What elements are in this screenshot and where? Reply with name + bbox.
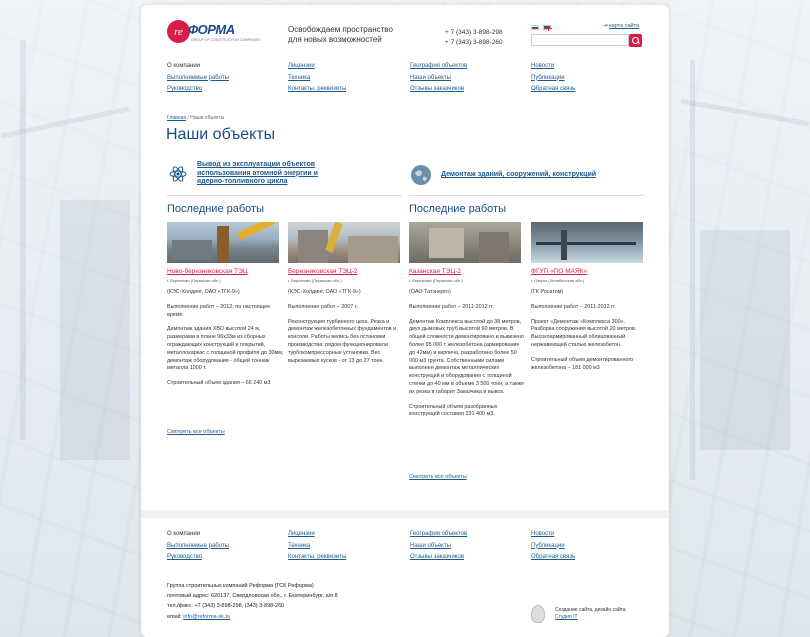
menu-item-contacts[interactable]: Контакты, реквизиты — [288, 86, 347, 92]
menu-item-geography[interactable]: География объектов — [410, 63, 468, 69]
category-nuclear-link[interactable]: Вывод из эксплуатации объектов использования атомной энергии и ядерно-топливного цикла — [197, 161, 318, 185]
page-container — [141, 5, 669, 637]
footer-contacts: Группа строительных компаний Реформа (ГСК Реформа) почтовый адрес: 620137, Свердловская обл., г. Екатеринбург, а/я 8 тел./факс: +7 (343) 3-898-298, (343) 3-898-260 email: info@reforma-sk.ru — [167, 583, 338, 620]
footer-menu-col-3 — [410, 529, 467, 564]
footer-menu-col-1 — [167, 529, 229, 564]
footer-address: почтовый адрес: 620137, Свердловская обл., г. Екатеринбург, а/я 8 — [167, 593, 338, 600]
flag-ru-icon[interactable] — [531, 25, 539, 30]
footer-menu-item-licenses[interactable]: Лицензии — [288, 531, 315, 537]
footer-divider — [141, 510, 669, 518]
see-all-objects-link[interactable]: Смотреть все объекты — [167, 429, 225, 435]
menu-item-equipment[interactable]: Техника — [288, 74, 311, 81]
project-title-link[interactable]: ФГУП «ПО МАЯК» — [531, 268, 588, 275]
section-title-recent: Последние работы — [409, 203, 506, 215]
menu-item-news[interactable]: Новости — [531, 63, 555, 69]
see-all-objects-link[interactable]: Смотреть все объекты — [409, 474, 467, 480]
project-location: г. Березники (Пермская обл.) — [288, 278, 342, 283]
project-photo[interactable] — [409, 222, 521, 263]
category-separator — [167, 195, 402, 196]
footer-menu-item-news[interactable]: Новости — [531, 531, 555, 537]
slogan: Освобождаем пространство для новых возможностей — [288, 25, 393, 44]
search-button[interactable] — [629, 34, 642, 47]
studio-link[interactable]: Студия IT — [555, 614, 578, 620]
footer-menu-item-works[interactable]: Выполняемые работы — [167, 542, 229, 549]
menu-col-1 — [167, 61, 229, 96]
category-demolition-link[interactable]: Демонтаж зданий, сооружений, конструкций — [441, 171, 597, 178]
project-description: (ГК Росатом) Выполнение работ – 2011-2012 гг. Проект «Демонтаж «Комплекса 300». Разборка сооружения высотой 20 метров. Высокоармированный облицованный нержавеющей сталью железобетон. Строительный объем демонтированного железобетона – 181 000 м3 — [531, 289, 637, 371]
project-location: г. Березники (Пермская обл.) — [409, 278, 463, 283]
menu-col-3 — [410, 61, 467, 96]
footer-menu-col-2 — [288, 529, 346, 564]
header-phones: + 7 (343) 3-898-298 + 7 (343) 3-898-260 — [445, 29, 503, 46]
footer-menu-item-geography[interactable]: География объектов — [410, 531, 468, 537]
footer-menu-col-4 — [531, 529, 575, 564]
sitemap-icon: ⇥ — [603, 23, 608, 29]
project-description: (КЭС-Холдинг, ОАО «ТГК-9») Выполнение работ – 2012, по настоящее время Демонтаж здания ХВО высотой 24 м, размерами в плане 96х33м из сборных ограждающих конструкций и покрытий, металлокаркас с толщиной профиля до 30мм, демонтаж оборудования - общей тоннаж металла 1000 т. Строительный объем здания – 66 240 м3 — [167, 289, 284, 387]
footer-menu-item-objects[interactable]: Наши объекты — [410, 542, 451, 549]
menu-item-feedback[interactable]: Обратная связь — [531, 86, 576, 92]
footer-company: Группа строительных компаний Реформа (ГСК Реформа) — [167, 583, 314, 589]
logo-text[interactable]: ФОРМА — [188, 22, 235, 37]
section-title-recent: Последние работы — [167, 203, 264, 215]
menu-item-objects[interactable]: Наши объекты — [410, 74, 451, 81]
footer-phones: тел./факс: +7 (343) 3-898-298, (343) 3-898-260 — [167, 603, 285, 610]
breadcrumb-current: Наши объекты — [190, 115, 225, 121]
atom-icon — [168, 164, 188, 184]
project-description: (КЭС-Холдинг, ОАО «ТГК-9») Выполнение работ – 2007 г. Реконструкция турбинного цеха. Резка и демонтаж железобетонных фундаментов и консоли. Работы велись без остановки производства: рядом функционировали турбокомпрессорные установки. Вес вырезаемых кусков - от 13 до 27 тонн. — [288, 289, 397, 364]
project-title-link[interactable]: Казанская ТЭЦ-2 — [409, 268, 461, 275]
flag-uk-icon[interactable] — [543, 25, 551, 30]
menu-item-works[interactable]: Выполняемые работы — [167, 74, 229, 81]
sitemap-link[interactable]: ⇥ карта сайта — [603, 23, 640, 29]
logo-icon[interactable]: re — [167, 20, 190, 43]
project-location: г. Озерск (Челябинская обл.) — [531, 278, 585, 283]
breadcrumb: Главная / Наши объекты — [167, 115, 225, 121]
globe-icon — [411, 165, 431, 185]
studio-logo-icon[interactable] — [531, 605, 545, 623]
search-input[interactable] — [531, 34, 629, 46]
studio-credits: Создание сайта, дизайн сайта Студия IT — [555, 607, 626, 620]
menu-item-licenses[interactable]: Лицензии — [288, 63, 315, 69]
footer-menu-item-equipment[interactable]: Техника — [288, 542, 311, 549]
project-photo[interactable] — [288, 222, 400, 263]
project-location: г. Березники (Пермская обл.) — [167, 278, 221, 283]
footer-menu-item-feedback[interactable]: Обратная связь — [531, 554, 576, 560]
logo-subtitle: GROUP OF CONSTRUCTION COMPANIES — [191, 38, 261, 42]
page-title: Наши объекты — [166, 126, 276, 143]
menu-item-management[interactable]: Руководство — [167, 86, 203, 92]
menu-item-about[interactable]: О компании — [167, 63, 201, 69]
menu-item-publications[interactable]: Публикации — [531, 74, 565, 81]
footer-menu-item-management[interactable]: Руководство — [167, 554, 203, 560]
project-description: (ОАО Татэнерго) Выполнение работ – 2011-2012 гг. Демонтаж Комплекса высотой до 38 метров, двух дымовых труб высотой 60 метров. В общей сложности демонтировано и вывезено более 95 000 т железобетона (армирование до 42мм) и кирпича, разработано более 50 000 м3 грунта. Собственными силами выполнен демонтаж металлических конструкций и оборудования с толщиной стенки до 40 мм в объеме 3 500 тонн, а также их резка в габарит Заказчика и вывоз. Строительный объем разобранных конструкций составил 231 400 м3. — [409, 289, 525, 418]
category-separator — [409, 195, 644, 196]
footer-menu-item-reviews[interactable]: Отзывы заказчиков — [410, 554, 465, 560]
project-title-link[interactable]: Березниковская ТЭЦ-2 — [288, 268, 358, 275]
footer-menu-item-publications[interactable]: Публикации — [531, 542, 565, 549]
menu-col-2 — [288, 61, 346, 96]
footer-menu-item-about[interactable]: О компании — [167, 531, 201, 537]
breadcrumb-home[interactable]: Главная — [167, 115, 187, 121]
project-photo[interactable] — [167, 222, 279, 263]
menu-col-4 — [531, 61, 575, 96]
footer-menu-item-contacts[interactable]: Контакты, реквизиты — [288, 554, 347, 560]
project-photo[interactable] — [531, 222, 643, 263]
footer-email-link[interactable]: info@reforma-sk.ru — [183, 613, 231, 620]
menu-item-reviews[interactable]: Отзывы заказчиков — [410, 86, 465, 92]
project-title-link[interactable]: Ново-березниковская ТЭЦ — [167, 268, 248, 275]
